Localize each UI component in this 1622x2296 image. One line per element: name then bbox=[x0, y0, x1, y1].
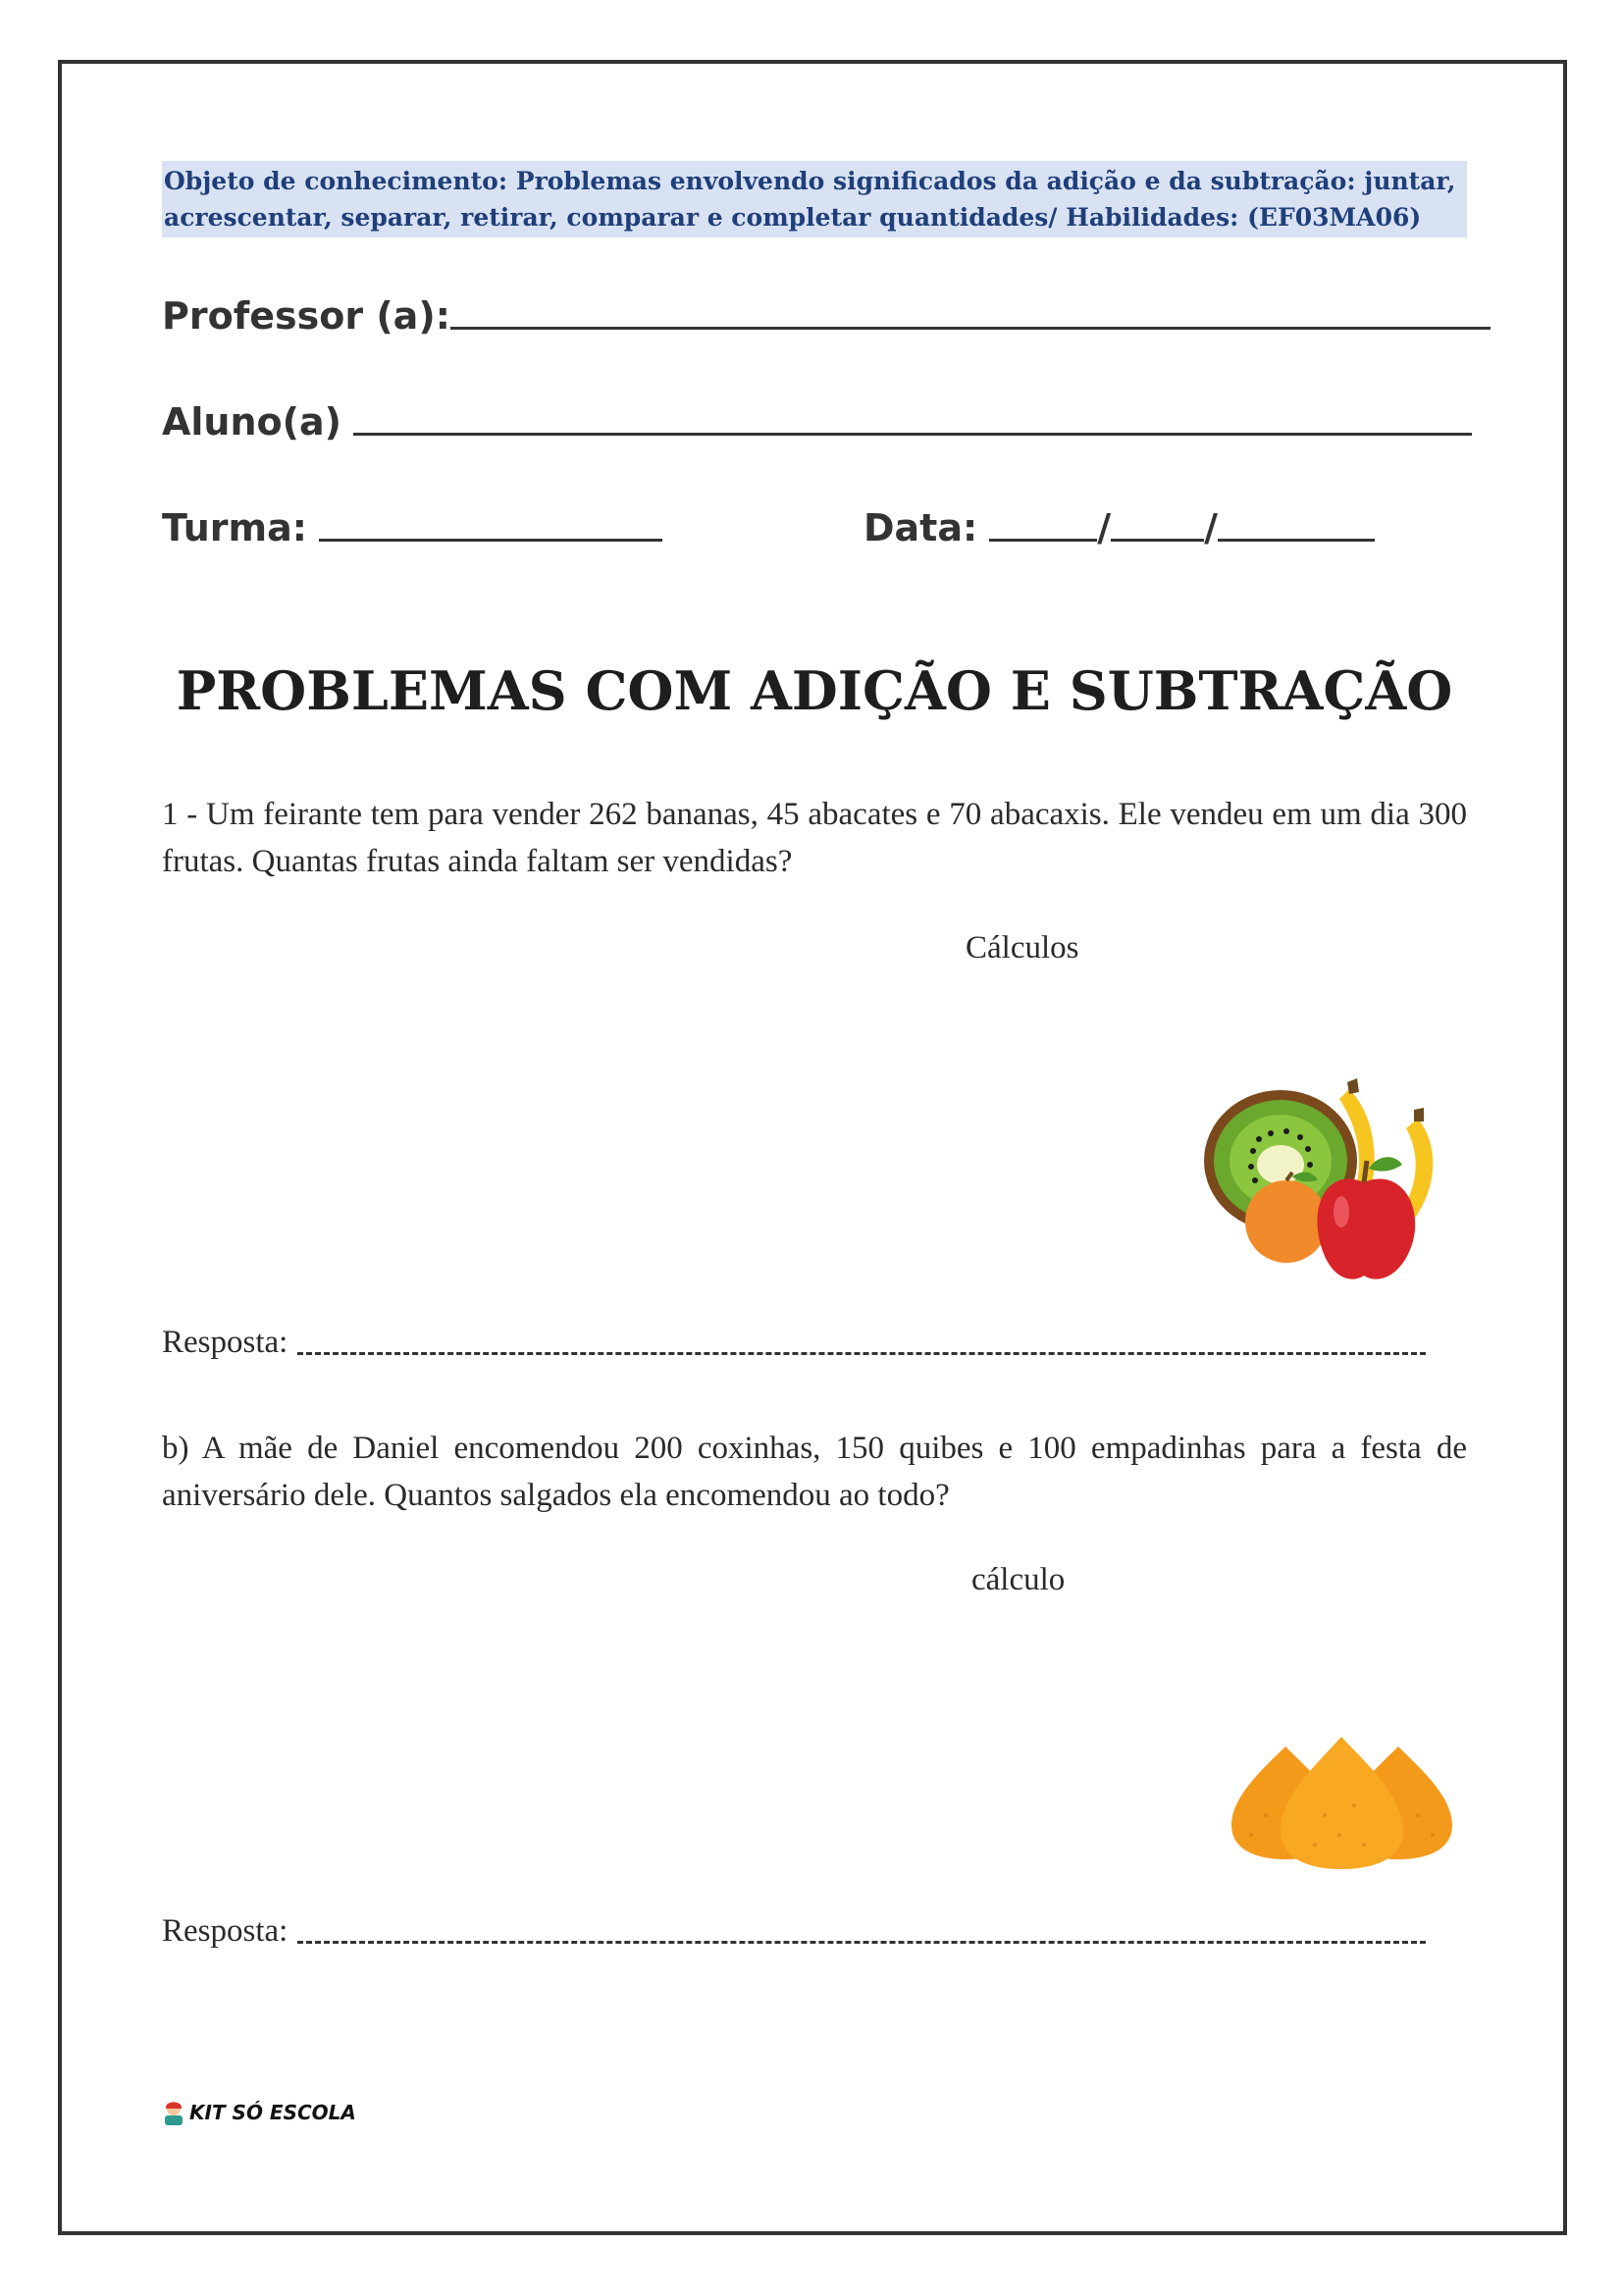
problem-2-text: b) A mãe de Daniel encomendou 200 coxinhas, 150 quibes e 100 empadinhas para a festa de aniversário dele. Quantos salgados ela encomendou ao todo? bbox=[162, 1431, 1467, 1513]
problem-1-answer bbox=[162, 1325, 1426, 1361]
data-year-line[interactable] bbox=[1218, 539, 1375, 542]
data-label: Data: bbox=[863, 506, 978, 549]
problem-2-answer-label: Resposta: bbox=[162, 1913, 288, 1949]
turma-field bbox=[162, 506, 662, 549]
problem-2-answer-line[interactable] bbox=[297, 1941, 1426, 1944]
problem-1-answer-line[interactable] bbox=[297, 1352, 1426, 1355]
fruits-icon bbox=[1202, 1074, 1457, 1300]
logo-text: KIT SÓ ESCOLA bbox=[189, 2101, 356, 2124]
problem-1-answer-label: Resposta: bbox=[162, 1325, 288, 1360]
problem-2-calc-label: cálculo bbox=[971, 1562, 1066, 1597]
data-field bbox=[863, 506, 1375, 549]
aluno-field bbox=[162, 400, 1472, 444]
data-day-line[interactable] bbox=[989, 539, 1097, 542]
date-separator: / bbox=[1097, 506, 1112, 549]
date-separator: / bbox=[1204, 506, 1218, 549]
aluno-label: Aluno(a) bbox=[162, 400, 342, 444]
page-title: PROBLEMAS COM ADIÇÃO E SUBTRAÇÃO bbox=[176, 659, 1453, 722]
professor-field bbox=[162, 294, 1491, 338]
aluno-line[interactable] bbox=[353, 433, 1472, 436]
problem-1-calc-label: Cálculos bbox=[966, 930, 1079, 965]
objetivo-header: Objeto de conhecimento: Problemas envolvendo significados da adição e da subtração: juntar, acrescentar, separar, retirar, comparar e completar quantidades/ Habilidades: (EF03MA06) bbox=[162, 161, 1467, 237]
data-month-line[interactable] bbox=[1111, 539, 1204, 542]
student-icon bbox=[162, 2100, 185, 2125]
problem-2-answer bbox=[162, 1913, 1426, 1950]
professor-line[interactable] bbox=[450, 327, 1491, 330]
problem-1-text: 1 - Um feirante tem para vender 262 bananas, 45 abacates e 70 abacaxis. Ele vendeu em um dia 300 frutas. Quantas frutas ainda faltam ser vendidas? bbox=[162, 797, 1467, 879]
coxinhas-icon bbox=[1227, 1737, 1457, 1869]
turma-label: Turma: bbox=[162, 506, 307, 549]
professor-label: Professor (a): bbox=[162, 294, 450, 338]
brand-logo bbox=[162, 2100, 356, 2125]
turma-line[interactable] bbox=[319, 539, 662, 542]
